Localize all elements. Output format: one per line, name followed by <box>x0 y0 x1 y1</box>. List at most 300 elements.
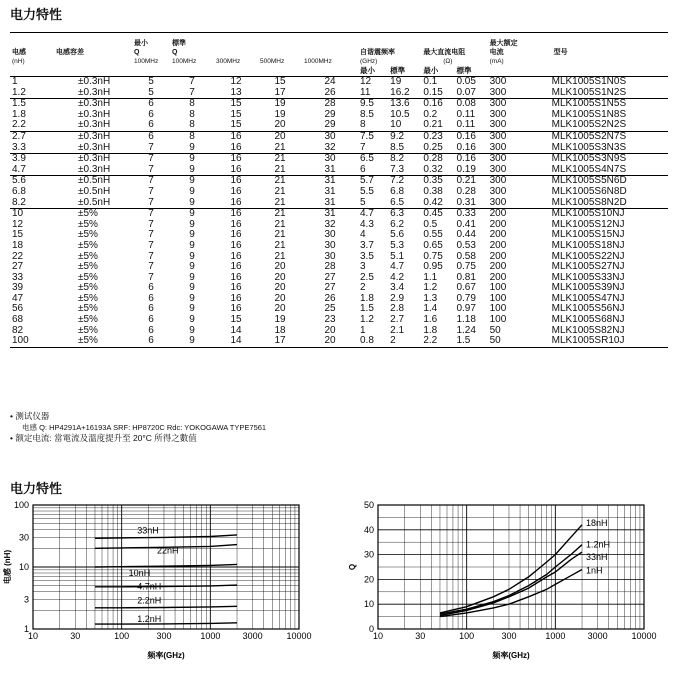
table-cell: 7 <box>148 250 154 262</box>
table-cell: 0.23 <box>423 130 443 142</box>
table-cell: 7 <box>148 185 154 197</box>
table-cell: 8.2 <box>10 198 54 209</box>
series-label: 4.7nH <box>137 581 162 592</box>
series-line-4.7nH <box>95 585 237 587</box>
table-header-row <box>10 33 668 58</box>
series-label: 10nH <box>128 568 151 579</box>
table-cell: 16 <box>230 282 242 294</box>
table-cell: 9 <box>189 282 195 294</box>
table-cell: 5 <box>132 88 170 99</box>
table-cell: 16 <box>214 198 258 209</box>
table-cell: MLK1005S56NJ <box>551 303 625 315</box>
table-cell: 6 <box>148 292 154 304</box>
freq-3: 300MHz <box>216 58 241 65</box>
table-cell: 2 <box>360 282 366 294</box>
table-cell: 0.65 <box>423 239 443 251</box>
table-cell: 0.15 <box>421 88 454 99</box>
table-cell: 0.07 <box>454 88 487 99</box>
table-cell: 300 <box>489 76 507 87</box>
table-cell: 24 <box>324 76 336 87</box>
x-tick-label: 10 <box>372 631 384 641</box>
table-cell: 0.16 <box>454 143 487 154</box>
table-cell: 6 <box>148 303 154 315</box>
table-cell: 3 <box>360 261 366 273</box>
table-cell: 1 <box>360 324 366 336</box>
notes <box>10 411 266 444</box>
table-cell: 9 <box>170 143 214 154</box>
table-cell: 0.16 <box>423 98 443 110</box>
table-cell: 31 <box>324 185 336 197</box>
table-cell: 8 <box>189 98 195 110</box>
table-cell: 7 <box>170 88 214 99</box>
table-cell: 19 <box>274 98 286 110</box>
table-cell: 20 <box>274 271 286 283</box>
table-cell: 3.3 <box>10 143 54 154</box>
table-cell: 0.81 <box>456 271 476 283</box>
table-cell: 3.7 <box>360 239 374 251</box>
x-tick-label: 300 <box>156 631 172 641</box>
table-cell: 100 <box>489 314 507 326</box>
table-cell: 1.5 <box>454 336 487 347</box>
table-cell: 9.2 <box>390 130 405 142</box>
table-cell: 9 <box>189 185 195 197</box>
unit-srf: (GHz) <box>360 58 378 65</box>
table-cell: 1.18 <box>456 314 476 326</box>
table-cell: 21 <box>258 165 302 176</box>
table-cell: 8 <box>189 108 195 120</box>
table-cell: 23 <box>324 314 336 326</box>
table-cell: MLK1005S4N7S <box>534 165 668 176</box>
table-cell: 16 <box>230 239 242 251</box>
table-cell: 2.5 <box>360 271 374 283</box>
series-line-33nH <box>95 535 237 538</box>
table-cell: 29 <box>324 108 336 120</box>
table-cell: 1.4 <box>423 303 438 315</box>
table-cell: 6 <box>148 314 154 326</box>
header-q-typ: 標準 Q <box>170 33 214 58</box>
freq-1: 100MHz <box>134 58 159 65</box>
table-cell: ±0.3nH <box>78 98 111 110</box>
table-cell: 0.53 <box>456 239 476 251</box>
note-instrument-detail: 电感 Q: HP4291A+16193A SRF: HP8720C Rdc: YOKOGAWA TYPE7561 <box>22 423 267 432</box>
table-cell: 2.2 <box>10 120 54 131</box>
table-cell: 300 <box>488 143 534 154</box>
table-cell: 20 <box>274 282 286 294</box>
header-tolerance: 电感容差 <box>54 33 132 58</box>
table-cell: 21 <box>274 153 286 165</box>
y-tick-label: 30 <box>363 549 374 560</box>
table-cell: MLK1005S47NJ <box>551 292 625 304</box>
table-cell: 8.2 <box>390 153 405 165</box>
header-max-current: 最大额定 电流 <box>488 33 534 58</box>
table-cell: 50 <box>488 336 534 347</box>
table-cell: 47 <box>12 292 24 304</box>
table-cell: 16 <box>230 130 242 142</box>
table-cell: 0.95 <box>423 261 443 273</box>
table-cell: 0.41 <box>456 218 476 230</box>
table-cell: 15 <box>12 229 24 241</box>
y-tick-label: 50 <box>363 500 374 510</box>
x-tick-label: 1000 <box>200 631 221 641</box>
table-cell: 0.28 <box>456 185 476 197</box>
table-cell: 0.8 <box>358 336 388 347</box>
x-tick-label: 10 <box>27 631 39 641</box>
table-cell: 5 <box>358 198 388 209</box>
table-cell: 0.79 <box>456 292 476 304</box>
table-cell: 9 <box>189 153 195 165</box>
series-label: 22nH <box>156 545 179 556</box>
table-cell: 39 <box>12 282 24 294</box>
table-cell: 2 <box>388 336 421 347</box>
table-cell: MLK1005S12NJ <box>551 218 625 230</box>
table-cell: 9 <box>170 165 214 176</box>
table-cell: 7 <box>148 229 154 241</box>
y-tick-label: 40 <box>363 524 374 535</box>
table-cell: 0.75 <box>456 261 476 273</box>
freq-2: 100MHz <box>172 58 197 65</box>
table-cell: 200 <box>489 271 507 283</box>
table-cell: 16 <box>230 250 242 262</box>
table-cell: 12 <box>12 218 24 230</box>
table-cell: 7 <box>148 271 154 283</box>
table-cell: ±0.5nH <box>78 185 111 197</box>
table-row <box>10 241 668 252</box>
table-cell: 19 <box>390 76 402 87</box>
table-cell: 9 <box>189 303 195 315</box>
table-cell: 31 <box>324 208 336 220</box>
page-title: 电力特性 <box>10 7 63 22</box>
table-subheader-row <box>10 57 668 66</box>
table-cell: 30 <box>324 130 336 142</box>
table-cell: 13.6 <box>390 98 410 110</box>
table-cell: 8 <box>189 130 195 142</box>
table-cell: 1.8 <box>423 324 438 336</box>
table-cell: 16 <box>214 165 258 176</box>
y-axis-label: 电感 (nH) <box>3 549 12 585</box>
table-cell: 5 <box>148 76 154 87</box>
table-cell: ±0.3nH <box>54 143 132 154</box>
table-cell: 2.7 <box>390 314 405 326</box>
x-tick-label: 10000 <box>631 631 657 641</box>
table-cell: 6.8 <box>12 185 26 197</box>
table-cell: 32 <box>324 218 336 230</box>
table-cell: MLK1005S33NJ <box>551 271 625 283</box>
series-label: 2.2nH <box>137 595 162 606</box>
series-label: 1nH <box>586 565 603 576</box>
x-tick-label: 30 <box>70 631 81 641</box>
table-cell: 68 <box>12 314 24 326</box>
y-tick-label: 30 <box>18 532 29 543</box>
table-cell: 0.33 <box>456 208 476 220</box>
table-cell: 16 <box>230 229 242 241</box>
table-cell: 16 <box>230 292 242 304</box>
table-cell: 10 <box>388 120 421 131</box>
table-cell: 6 <box>148 98 154 110</box>
table-cell: 200 <box>489 261 507 273</box>
note-test-instruments: 测试仪器 <box>15 411 50 421</box>
series-line-1.2nH <box>95 623 237 624</box>
table-cell: 31 <box>302 165 358 176</box>
chart-section-title: 电力特性 <box>10 481 63 496</box>
table-cell: 0.1 <box>423 76 438 87</box>
table-cell: ±0.3nH <box>54 120 132 131</box>
table-cell: 14 <box>214 336 258 347</box>
table-cell: MLK1005S1N2S <box>534 88 668 99</box>
table-cell: 32 <box>302 143 358 154</box>
table-cell: 16 <box>230 208 242 220</box>
table-cell: 16 <box>230 175 242 187</box>
header-dcr: 最大直流电阻 <box>421 33 487 58</box>
series-line-33nH <box>440 552 582 615</box>
x-tick-label: 300 <box>501 631 517 641</box>
table-cell: 8.5 <box>388 143 421 154</box>
table-cell: 2.9 <box>390 292 405 304</box>
table-cell: 200 <box>489 250 507 262</box>
table-cell: 21 <box>274 185 286 197</box>
table-cell: 9 <box>189 218 195 230</box>
table-cell: 1.5 <box>360 303 374 315</box>
table-cell: 300 <box>489 98 507 110</box>
table-cell: 17 <box>258 336 302 347</box>
table-cell: MLK1005S6N8D <box>551 185 627 197</box>
table-cell: 28 <box>324 261 336 273</box>
table-cell: 7 <box>148 208 154 220</box>
table-cell: 300 <box>489 130 507 142</box>
table-cell: MLK1005S3N9S <box>551 153 627 165</box>
table-cell: 9 <box>189 175 195 187</box>
table-cell: 9 <box>189 229 195 241</box>
table-cell: 0.45 <box>423 208 443 220</box>
table-cell: 9 <box>189 324 195 336</box>
table-cell: 6.3 <box>390 208 405 220</box>
unit-dcr: (Ω) <box>443 58 453 65</box>
table-cell: MLK1005S8N2D <box>534 198 668 209</box>
table-cell: 6 <box>148 282 154 294</box>
y-tick-label: 0 <box>368 624 374 634</box>
table-cell: ±0.3nH <box>54 165 132 176</box>
table-cell: 1.8 <box>360 292 374 304</box>
table-cell: 0.16 <box>456 130 476 142</box>
table-cell: 7 <box>132 198 170 209</box>
table-cell: 6 <box>148 324 154 336</box>
srf-min-label: 最小 <box>358 66 388 77</box>
y-tick-label: 3 <box>23 594 29 605</box>
series-line-18nH <box>440 525 582 613</box>
table-cell: 6.2 <box>390 218 405 230</box>
y-tick-label: 10 <box>363 599 374 610</box>
table-cell: ±5% <box>78 229 98 241</box>
table-cell: 5.7 <box>360 175 374 187</box>
table-cell: 0.44 <box>456 229 476 241</box>
table-cell: 16.2 <box>388 88 421 99</box>
table-cell: 5.3 <box>390 239 405 251</box>
x-tick-label: 3000 <box>242 631 263 641</box>
table-cell: 100 <box>489 292 507 304</box>
note-bullet: • <box>10 411 13 421</box>
table-cell: 9 <box>189 292 195 304</box>
table-cell: 0.32 <box>421 165 454 176</box>
table-cell: 300 <box>489 153 507 165</box>
table-cell: 9 <box>189 239 195 251</box>
table-cell: 1.5 <box>12 98 26 110</box>
table-cell: 300 <box>489 108 507 120</box>
series-label: 33nH <box>137 525 159 536</box>
table-cell: 0.08 <box>456 98 476 110</box>
q-chart <box>345 495 675 674</box>
table-cell: 14 <box>230 324 242 336</box>
table-cell: 2.7 <box>12 130 26 142</box>
table-cell: 7 <box>132 143 170 154</box>
table-cell: ±0.3nH <box>78 76 111 87</box>
table-cell: MLK1005S68NJ <box>551 314 625 326</box>
table-cell: 7 <box>148 261 154 273</box>
table-cell: 0.19 <box>454 165 487 176</box>
table-cell: 19 <box>274 314 286 326</box>
table-cell: ±0.3nH <box>54 88 132 99</box>
x-tick-label: 30 <box>415 631 426 641</box>
table-cell: 2.8 <box>390 303 405 315</box>
table-row <box>10 143 668 154</box>
table-cell: ±0.5nH <box>78 175 111 187</box>
spec-table <box>10 32 668 348</box>
table-cell: 18 <box>274 324 286 336</box>
table-cell: ±5% <box>78 303 98 315</box>
table-cell: 20 <box>274 261 286 273</box>
table-row <box>10 198 668 209</box>
table-cell: 26 <box>302 88 358 99</box>
table-cell: 1.8 <box>12 108 26 120</box>
table-cell: 1.2 <box>423 282 438 294</box>
table-cell: 100 <box>489 282 507 294</box>
dcr-min-label: 最小 <box>421 66 454 77</box>
table-row <box>10 165 668 176</box>
table-cell: 0.58 <box>456 250 476 262</box>
table-cell: 0.16 <box>456 153 476 165</box>
freq-5: 1000MHz <box>304 58 332 65</box>
table-cell: 7.5 <box>360 130 374 142</box>
x-tick-label: 100 <box>114 631 130 641</box>
table-cell: 1.2 <box>360 314 374 326</box>
table-cell: ±5% <box>78 324 98 336</box>
table-cell: 82 <box>12 324 24 336</box>
table-cell: 27 <box>324 271 336 283</box>
table-cell: 0.11 <box>454 120 487 131</box>
table-cell: ±0.3nH <box>78 153 111 165</box>
table-cell: 33 <box>12 271 24 283</box>
table-row <box>10 131 668 142</box>
table-cell: 21 <box>274 208 286 220</box>
table-cell: 15 <box>214 120 258 131</box>
table-cell: 9 <box>189 271 195 283</box>
table-cell: ±5% <box>78 239 98 251</box>
x-tick-label: 3000 <box>587 631 608 641</box>
table-cell: 21 <box>274 175 286 187</box>
table-cell: 0.42 <box>421 198 454 209</box>
table-cell: 5.6 <box>390 229 405 241</box>
table-cell: 4.7 <box>10 165 54 176</box>
table-cell: 16 <box>230 303 242 315</box>
table-cell: 0.67 <box>456 282 476 294</box>
table-cell: 18 <box>12 239 24 251</box>
table-cell: 30 <box>324 229 336 241</box>
table-cell: 31 <box>302 198 358 209</box>
table-cell: 30 <box>324 153 336 165</box>
table-cell: 12 <box>230 76 242 87</box>
y-tick-label: 20 <box>363 574 374 585</box>
series-line-2.2nH <box>95 606 237 608</box>
series-label: 18nH <box>586 517 608 528</box>
table-cell: 20 <box>258 120 302 131</box>
table-cell: ±5% <box>78 208 98 220</box>
table-cell: 200 <box>489 239 507 251</box>
table-cell: ±0.5nH <box>54 198 132 209</box>
table-cell: 7 <box>148 175 154 187</box>
table-cell: 1.6 <box>423 314 438 326</box>
table-cell: 9 <box>170 198 214 209</box>
x-axis-label: 频率(GHz) <box>147 651 185 660</box>
table-cell: 1.2 <box>10 88 54 99</box>
table-cell: 7.2 <box>390 175 405 187</box>
table-cell: 9 <box>189 261 195 273</box>
table-cell: MLK1005S82NJ <box>551 324 625 336</box>
table-cell: 7 <box>358 143 388 154</box>
table-cell: 9 <box>189 314 195 326</box>
table-cell: MLK1005S2N2S <box>534 120 668 131</box>
table-cell: 4.3 <box>360 218 374 230</box>
table-cell: 9 <box>189 208 195 220</box>
table-row <box>10 187 668 198</box>
series-label: 33nH <box>586 552 608 563</box>
table-cell: 30 <box>324 239 336 251</box>
table-cell: 5.5 <box>360 185 374 197</box>
table-cell: 27 <box>324 282 336 294</box>
table-cell: 21 <box>274 239 286 251</box>
table-cell: 6 <box>132 120 170 131</box>
table-cell: 7 <box>132 165 170 176</box>
table-row <box>10 77 668 88</box>
unit-inductance: (nH) <box>12 58 25 65</box>
table-cell: 19 <box>274 108 286 120</box>
x-tick-label: 10000 <box>286 631 312 641</box>
table-cell: 0.05 <box>456 76 476 87</box>
table-cell: 0.25 <box>421 143 454 154</box>
table-cell: 50 <box>489 324 501 336</box>
table-cell: 7 <box>148 218 154 230</box>
table-cell: 4.2 <box>390 271 405 283</box>
table-cell: 3.5 <box>360 250 374 262</box>
note-rated-current: 额定电流: 當電流及溫度提升至 20°C 所得之數值 <box>15 433 197 443</box>
header-srf: 自谐震频率 <box>358 33 421 58</box>
table-cell: 16 <box>230 271 242 283</box>
table-cell: 100 <box>10 336 54 347</box>
table-cell: 8 <box>170 120 214 131</box>
table-cell: 9.5 <box>360 98 374 110</box>
table-cell: 6 <box>132 336 170 347</box>
table-cell: ±0.3nH <box>78 130 111 142</box>
y-axis-label: Q <box>348 563 357 571</box>
table-cell: ±5% <box>78 261 98 273</box>
table-cell: 0.11 <box>456 108 476 120</box>
table-cell: 20 <box>274 292 286 304</box>
table-cell: 9 <box>170 336 214 347</box>
table-cell: 16 <box>230 218 242 230</box>
table-cell: 1.3 <box>423 292 438 304</box>
y-tick-label: 100 <box>13 500 29 510</box>
table-row <box>10 336 668 347</box>
table-cell: 12 <box>360 76 372 87</box>
table-cell: MLK1005S18NJ <box>551 239 625 251</box>
table-cell: 6.5 <box>388 198 421 209</box>
